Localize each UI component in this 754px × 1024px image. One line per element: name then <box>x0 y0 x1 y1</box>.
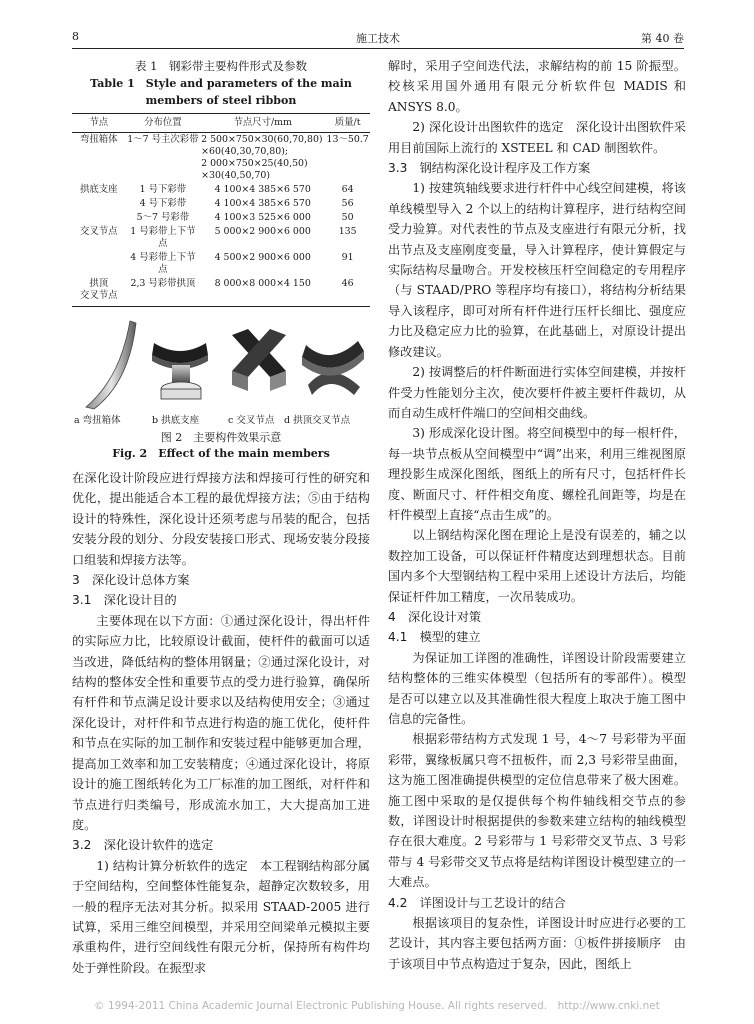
table-cell: 135 <box>338 226 357 237</box>
page-number: 8 <box>72 30 79 43</box>
section-heading-4-2: 4.2 详图设计与工艺设计的结合 <box>388 895 566 910</box>
paragraph: 1) 结构计算分析软件的选定 本工程钢结构部分属于空间结构，空间整体性能复杂，超静定次数较多，用一般的程序无法对其分析。拟采用 STAAD-2005 进行试算，采用三维空间模型，并采用空间梁单元模拟主要承重构件，进行空间线性有限元分析，保持所有构件均处于弹性阶段。在振型求 <box>72 858 370 975</box>
table-row <box>72 277 370 307</box>
table1-caption-cn: 表 1 钢彩带主要构件形式及参数 <box>135 59 307 73</box>
table-cell: 拱顶 交叉节点 <box>72 277 126 307</box>
table-cell: 1～7 号主次彩带 <box>127 134 199 145</box>
paragraph: 根据彩带结构方式发现 1 号，4～7 号彩带为平面彩带，翼缘板属只弯不扭板件，而 2,3 号彩带呈曲面，这为施工图准确提供模型的定位信息带来了极大困难。施工图中采取的是仅提供每个构件轴线相交节点的参数，详图设计时根据提供的参数来建立结构的轴线模型存在很大难度。2 号彩带与 1 号彩带交叉节点、3 号彩带与 4 号彩带交叉节点将是结构详图设计模型建立的一大难点。 <box>388 732 686 890</box>
right-column <box>388 56 686 974</box>
paragraph: 3) 形成深化设计图。将空间模型中的每一根杆件，每一块节点板从空间模型中“调”出来，利用三维视图原理投影生成深化图纸，图纸上的所有尺寸，包括杆件长度、断面尺寸、杆件相交角度、螺栓孔间距等，均是在杆件模型上直接“点击生成”的。 <box>388 426 686 522</box>
cross-joint-image <box>232 329 286 391</box>
table-row <box>72 197 370 211</box>
twisted-box-image <box>86 321 136 409</box>
table-row <box>72 251 370 277</box>
figure2-images <box>72 315 370 411</box>
arch-top-cross-joint-image <box>302 341 364 395</box>
left-column <box>72 56 370 978</box>
table-cell: 8 000×8 000×4 150 <box>200 277 325 307</box>
table-cell: 2,3 号彩带拱顶 <box>126 277 201 307</box>
table-cell: 4 100×4 385×6 570 <box>214 198 311 209</box>
section-heading-4-1: 4.1 模型的建立 <box>388 630 481 645</box>
table-cell: 56 <box>341 198 354 209</box>
header-rule <box>72 48 684 49</box>
table-cell: 1 号下彩带 <box>139 184 187 195</box>
table1-header: 节点尺寸/mm <box>200 114 325 133</box>
section-heading-3-3: 3.3 钢结构深化设计程序及工作方案 <box>388 161 591 176</box>
paragraph: 2) 按调整后的杆件断面进行实体空间建模，并按杆件受力性能划分主次，使次要杆件被主要杆件裁切，从而自动生成杆件端口的空间相交曲线。 <box>388 365 686 420</box>
page-header <box>72 30 684 48</box>
table-row <box>72 225 370 251</box>
table-cell: 64 <box>341 184 354 195</box>
paragraph: 根据该项目的复杂性，详图设计时应进行必要的工艺设计，其内容主要包括两方面：①板件拼接顺序 由于该项目中节点构造过于复杂，因此，图纸上 <box>388 916 686 971</box>
paragraph: 解时，采用子空间迭代法，求解结构的前 15 阶振型。校核采用国外通用有限元分析软件包 MADIS 和 ANSYS 8.0。 <box>388 59 686 114</box>
paragraph: 2) 深化设计出图软件的选定 深化设计出图软件采用目前国际上流行的 XSTEEL 和 CAD 制图软件。 <box>388 120 686 155</box>
figure2-labels <box>72 411 370 427</box>
table-cell: 4 500×2 900×6 000 <box>214 252 311 263</box>
table-cell: 13～50.7 <box>326 134 369 145</box>
section-heading-3-2: 3.2 深化设计软件的选定 <box>72 838 214 853</box>
table-cell: 弯扭箱体 <box>80 134 118 145</box>
fig2-label-d: d 拱顶交叉节点 <box>284 415 351 426</box>
figure2-caption-cn: 图 2 主要构件效果示意 <box>160 431 282 444</box>
fig2-label-c: c 交叉节点 <box>228 415 275 426</box>
table-row <box>72 183 370 197</box>
figure2-caption-en: Fig. 2 Effect of the main members <box>112 447 330 460</box>
paragraph: 主要体现在以下方面：①通过深化设计，得出杆件的实际应力比，比较原设计截面，使杆件的截面可以适当改进，降低结构的整体用钢量；②通过深化设计，对结构的整体安全性和重要节点的受力进行验算，确保所有杆件和节点满足设计要求以及结构使用安全；③通过深化设计，对杆件和节点进行构造的施工优化，使杆件和节点在实际的加工制作和安装过程中能够更加合理，提高加工效率和加工安装精度；④通过深化设计，将原设计的施工图纸转化为工厂标准的加工图纸，对杆件和节点进行归类编号，形成流水加工，大大提高加工进度。 <box>72 613 370 832</box>
section-heading-4: 4 深化设计对策 <box>388 609 482 624</box>
table-cell: 4 号彩带上下节点 <box>130 252 196 275</box>
paragraph: 在深化设计阶段应进行焊接方法和焊接可行性的研究和优化，提出能适合本工程的最优焊接方法；⑤由于结构设计的特殊性，深化设计还须考虑与吊装的配合，包括安装分段的划分、分段安装接口形式、现场安装分段接口组装和焊接方法等。 <box>72 471 370 567</box>
table-cell <box>72 211 126 225</box>
table-cell: 4 号下彩带 <box>139 198 187 209</box>
section-heading-3-1: 3.1 深化设计目的 <box>72 593 177 608</box>
table1 <box>72 113 370 307</box>
table-cell: 4 100×4 385×6 570 <box>214 184 311 195</box>
table1-header: 质量/t <box>325 114 370 133</box>
table-cell: 2 500×750×30(60,70,80) ×60(40,30,70,80); 2 000×750×25(40,50) ×30(40,50,70) <box>201 134 323 181</box>
arch-support-image <box>152 343 208 399</box>
table1-caption-en-1: Table 1 Style and parameters of the main <box>90 77 352 90</box>
table-row <box>72 211 370 225</box>
fig2-label-b: b 拱底支座 <box>152 415 200 426</box>
table1-header: 节点 <box>72 114 126 133</box>
paragraph: 1) 按建筑轴线要求进行杆件中心线空间建模，将该单线模型导入 2 个以上的结构计算程序，进行结构空间受力验算。对代表性的节点及支座进行有限元分析，找出节点及支座刚度变量，导入计算程序，使计算假定与实际结构尽量吻合。开发校核压杆空间稳定的专用程序（与 STAAD/PRO 等程序均有接口），将结构分析结果导入该程序，即可对所有杆件进行压杆长细比、强度应力比及稳定应力比的验算，在此基础上，对原设计提出修改建议。 <box>388 181 686 359</box>
table1-header: 分布位置 <box>126 114 201 133</box>
paragraph: 以上钢结构深化图在理论上是没有误差的，辅之以数控加工设备，可以保证杆件精度达到理想状态。目前国内多个大型钢结构工程中采用上述设计方法后，均能保证杆件加工精度，一次吊装成功。 <box>388 528 686 604</box>
table-cell: 50 <box>341 212 354 223</box>
copyright-footer: © 1994-2011 China Academic Journal Electronic Publishing House. All rights reserved. http://www.cnki.net <box>94 1000 660 1012</box>
table-cell <box>72 197 126 211</box>
table-cell: 46 <box>325 277 370 307</box>
table-row <box>72 133 370 184</box>
table-cell: 拱底支座 <box>80 184 118 195</box>
table-cell <box>72 251 126 277</box>
volume-label: 第 40 卷 <box>641 32 684 45</box>
table-cell: 1 号彩带上下节点 <box>130 226 196 249</box>
table-cell: 交叉节点 <box>80 226 118 237</box>
table-cell: 91 <box>341 252 354 263</box>
figure2-illustration <box>72 315 370 411</box>
table1-caption-en-2: members of steel ribbon <box>145 94 297 107</box>
table-cell: 5～7 号彩带 <box>136 212 190 223</box>
section-heading-3: 3 深化设计总体方案 <box>72 573 190 588</box>
table-cell: 5 000×2 900×6 000 <box>214 226 311 237</box>
paragraph: 为保证加工详图的准确性，详图设计阶段需要建立结构整体的三维实体模型（包括所有的零部件）。模型是否可以建立以及其准确性很大程度上取决于施工图中信息的完备性。 <box>388 650 686 726</box>
table-cell: 4 100×3 525×6 000 <box>214 212 311 223</box>
journal-name: 施工技术 <box>356 32 400 45</box>
fig2-label-a: a 弯扭箱体 <box>74 415 121 426</box>
